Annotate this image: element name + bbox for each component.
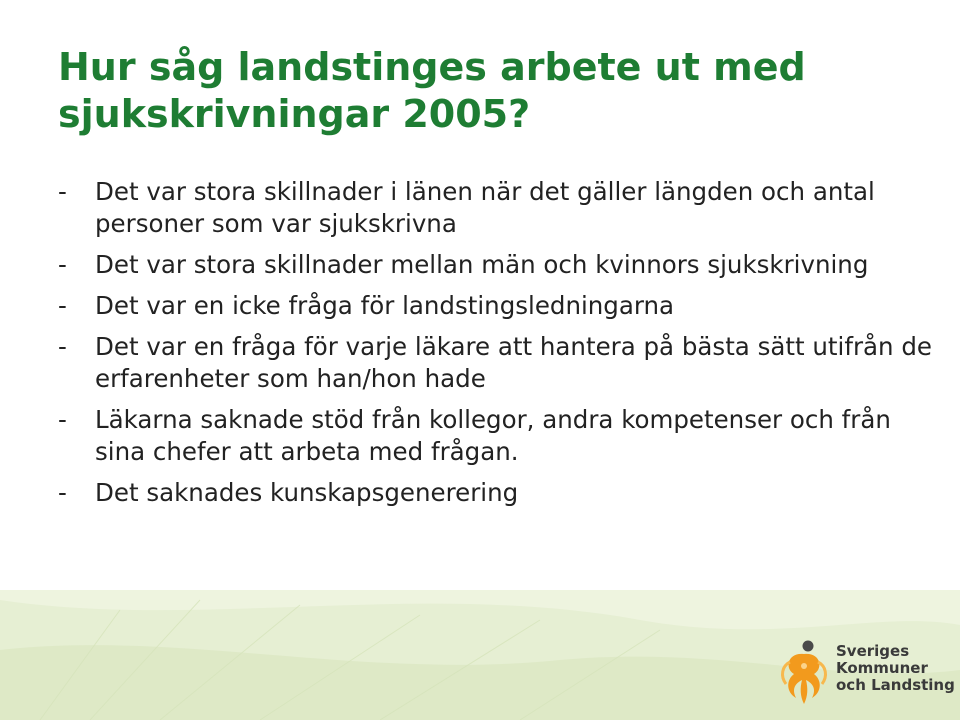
logo-line: Sveriges [836, 642, 910, 660]
bullet-text: Det var stora skillnader i länen när det gäller längden och antal personer som var sjukskrivna [95, 177, 875, 238]
slide-title: Hur såg landstinges arbete ut med sjukskrivningar 2005? [58, 45, 806, 136]
bullet-text: Det var stora skillnader mellan män och kvinnors sjukskrivning [95, 250, 869, 279]
bullet-marker: - [58, 332, 67, 361]
bullet-marker: - [58, 291, 67, 320]
list-item [58, 404, 938, 468]
list-item [58, 477, 938, 509]
bullet-marker: - [58, 405, 67, 434]
bullet-marker: - [58, 177, 67, 206]
bullet-text: Det var en icke fråga för landstingsledningarna [95, 291, 675, 320]
logo-line: och Landsting [836, 676, 955, 694]
list-item [58, 290, 938, 322]
bullet-list [58, 176, 938, 518]
logo-text [836, 643, 955, 694]
bullet-text: Det var en fråga för varje läkare att hantera på bästa sätt utifrån de erfarenheter som han/hon hade [95, 332, 932, 393]
list-item [58, 176, 938, 240]
list-item [58, 331, 938, 395]
bullet-marker: - [58, 250, 67, 279]
logo-line: Kommuner [836, 659, 928, 677]
bullet-marker: - [58, 478, 67, 507]
list-item [58, 249, 938, 281]
skl-logo [778, 632, 955, 712]
bullet-text: Det saknades kunskapsgenerering [95, 478, 519, 507]
skl-figure-logo-icon [778, 632, 834, 712]
bullet-text: Läkarna saknade stöd från kollegor, andra kompetenser och från sina chefer att arbeta med frågan. [95, 405, 891, 466]
